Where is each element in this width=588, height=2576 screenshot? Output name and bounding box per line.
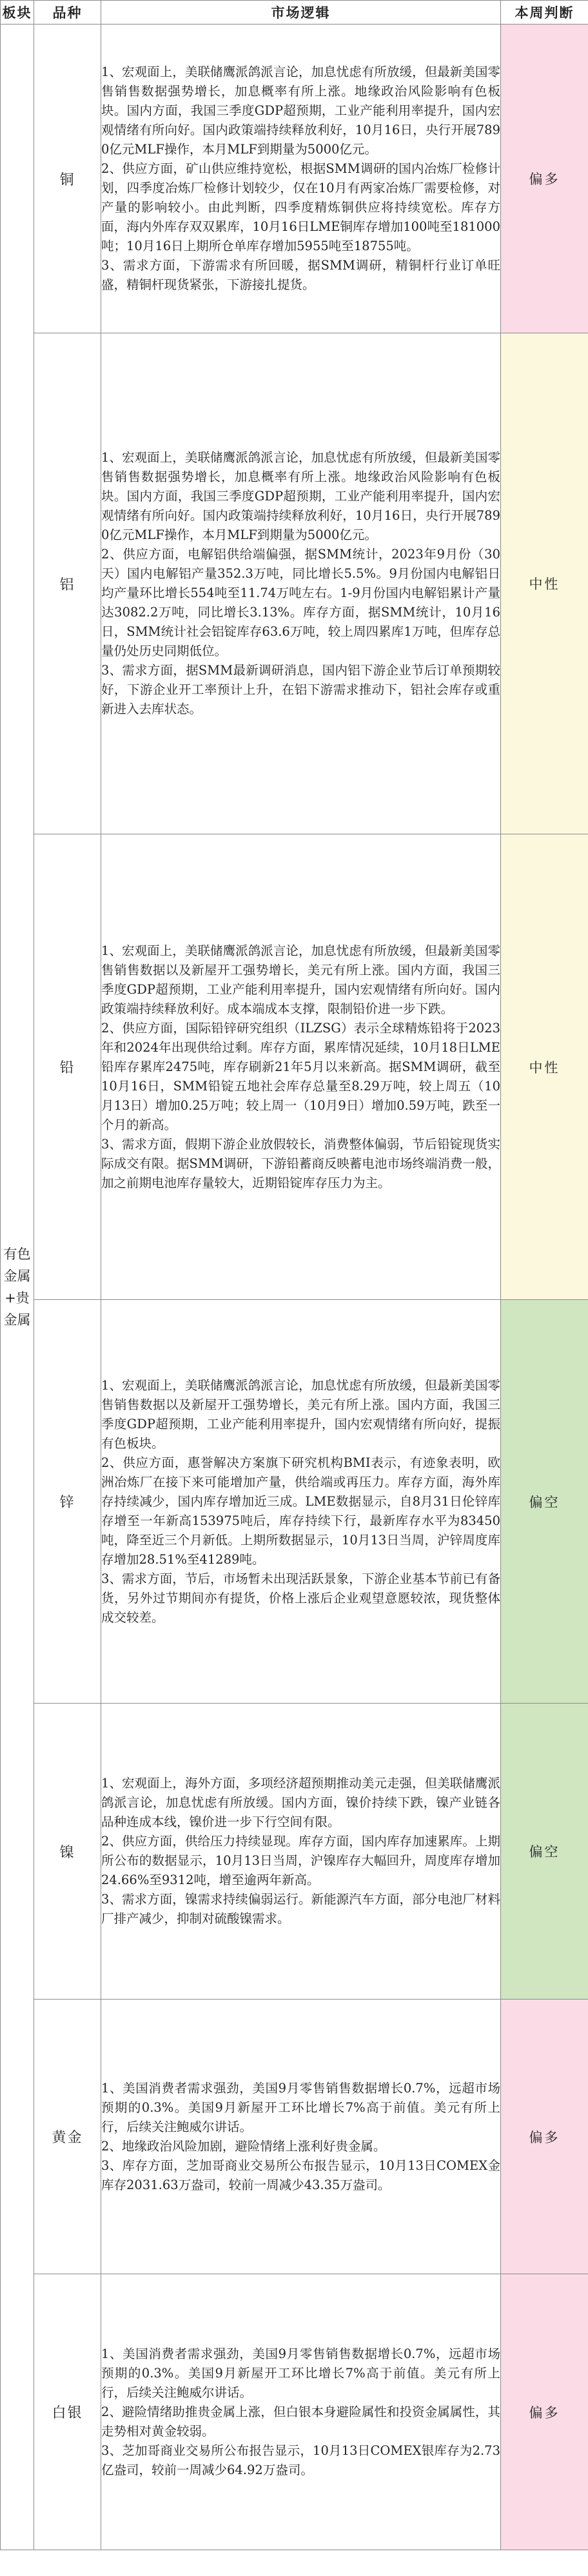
logic-cell [101,333,501,834]
logic-paragraph: 3、需求方面，节后，市场暂未出现活跃景象，下游企业基本节前已有备货，另外过节期间亦有提货，价格上涨后企业观望意愿较浓，现货整体成交较差。 [101,1571,500,1625]
table-row-lead [1,834,588,1300]
table-row-silver [1,2274,588,2550]
logic-paragraph: 3、需求方面，下游需求有所回暖，据SMM调研，精铜杆行业订单旺盛，精铜杆现货紧张，下游接扎提货。 [101,258,500,292]
variety-cell: 白银 [34,2274,101,2550]
variety-cell: 黄金 [34,2000,101,2274]
variety-cell: 铅 [34,834,101,1300]
logic-paragraph: 2、供应方面，矿山供应维持宽松，根据SMM调研的国内冶炼厂检修计划，四季度冶炼厂检修计划较少，仅在10月有两家冶炼厂需要检修，对产量的影响较小。由此判断，四季度精炼铜供应将持续宽松。库存方面，海内外库存双双累库，10月16日LME铜库存增加100吨至181000吨；10月16日上期所仓单库存增加5955吨至18755吨。 [101,161,500,253]
logic-cell [101,25,501,333]
variety-cell: 锌 [34,1300,101,1704]
judgment-cell: 中性 [501,333,588,834]
table-row-gold [1,2000,588,2274]
logic-paragraph: 1、宏观面上，美联储鹰派鸽派言论，加息忧虑有所放缓，但最新美国零售销售数据强势增长，加息概率有所上涨。地缘政治风险影响有色板块。国内方面，我国三季度GDP超预期，工业产能利用率提升，国内宏观情绪有所向好。国内政策端持续释放利好，10月16日，央行开展7890亿元MLF操作，本月MLF到期量为5000亿元。 [101,450,500,542]
table-row-zinc [1,1300,588,1704]
logic-paragraph: 2、供应方面，惠誉解决方案旗下研究机构BMI表示，有迹象表明，欧洲冶炼厂在接下来可能增加产量，供给端或再压力。库存方面，海外库存持续减少，国内库存增加近三成。LME数据显示，自8月31日伦锌库存增至一年新高153975吨后，库存持续下行，最新库存水平为83450吨，降至近三个月新低。上期所数据显示，10月13日当周，沪锌周度库存增加28.51%至41289吨。 [101,1455,500,1567]
table-row-nickel [1,1704,588,2000]
logic-cell [101,2274,501,2550]
logic-paragraph: 1、美国消费者需求强劲，美国9月零售销售数据增长0.7%，远超市场预期的0.3%。美国9月新屋开工环比增长7%高于前值。美元有所上行，后续关注鲍威尔讲话。 [101,2346,500,2400]
table-row-aluminium [1,333,588,834]
header-logic: 市场逻辑 [101,1,501,25]
variety-cell: 镍 [34,1704,101,2000]
logic-paragraph: 2、地缘政治风险加剧，避险情绪上涨利好贵金属。 [101,2138,386,2154]
judgment-cell: 中性 [501,834,588,1300]
logic-paragraph: 1、宏观面上，美联储鹰派鸽派言论，加息忧虑有所放缓，但最新美国零售销售数据以及新屋开工强势增长，美元有所上涨。国内方面，我国三季度GDP超预期，工业产能利用率提升，国内宏观情绪有所向好。国内政策端持续释放利好。成本端成本支撑，限制铅价进一步下跌。 [101,943,500,1016]
header-variety: 品种 [34,1,101,25]
header-row [1,1,588,25]
logic-paragraph: 1、美国消费者需求强劲，美国9月零售销售数据增长0.7%，远超市场预期的0.3%。美国9月新屋开工环比增长7%高于前值。美元有所上行，后续关注鲍威尔讲话。 [101,2080,500,2134]
logic-paragraph: 3、需求方面，假期下游企业放假较长，消费整体偏弱，节后铅锭现货实际成交有限。据SMM调研，下游铅蓄商反映蓄电池市场终端消费一般，加之前期电池库存量较大，近期铅锭库存压力为主。 [101,1136,500,1190]
logic-cell [101,1704,501,2000]
logic-cell [101,1300,501,1704]
table-row-copper [1,25,588,333]
logic-paragraph: 1、宏观面上，美联储鹰派鸽派言论，加息忧虑有所放缓，但最新美国零售销售数据强势增长，加息概率有所上涨。地缘政治风险影响有色板块。国内方面，我国三季度GDP超预期，工业产能利用率提升，国内宏观情绪有所向好。国内政策端持续释放利好，10月16日，央行开展7890亿元MLF操作，本月MLF到期量为5000亿元。 [101,64,500,157]
logic-paragraph: 2、避险情绪助推贵金属上涨，但白银本身避险属性和投资金属属性，其走势相对黄金较弱。 [101,2404,500,2439]
logic-paragraph: 1、宏观面上，海外方面，多项经济超预期推动美元走强，但美联储鹰派鸽派言论，加息忧虑有所放缓。国内方面，镍价持续下跌，镍产业链各品种连成本线，镍价进一步下行空间有限。 [101,1776,500,1829]
sector-cell: 有色金属+贵金属 [1,25,34,2550]
judgment-cell: 偏空 [501,1300,588,1704]
variety-cell: 铜 [34,25,101,333]
logic-paragraph: 2、供应方面，国际铅锌研究组织（ILZSG）表示全球精炼铅将于2023年和2024年出现供给过剩。库存方面，累库情况延续，10月18日LME铅库存累库2475吨，库存刷新21年5月以来新高。据SMM调研，截至10月16日，SMM铅锭五地社会库存总量至8.29万吨，较上周五（10月13日）增加0.25万吨；较上周一（10月9日）增加0.59万吨，跌至一个月的新高。 [101,1020,500,1132]
judgment-cell: 偏多 [501,2000,588,2274]
judgment-cell: 偏空 [501,1704,588,2000]
variety-cell: 铝 [34,333,101,834]
logic-paragraph: 3、芝加哥商业交易所公布报告显示，10月13日COMEX银库存为2.73亿盎司，较前一周减少64.92万盎司。 [101,2443,500,2477]
logic-paragraph: 3、需求方面，据SMM最新调研消息，国内铝下游企业节后订单预期较好，下游企业开工率预计上升，在铝下游需求推动下，铝社会库存或重新进入去库状态。 [101,663,500,716]
judgment-cell: 偏多 [501,2274,588,2550]
logic-cell [101,2000,501,2274]
logic-paragraph: 2、供应方面，电解铝供给端偏强，据SMM统计，2023年9月份（30天）国内电解铝产量352.3万吨，同比增长5.5%。9月份国内电解铝日均产量环比增长554吨至11.74万吨左右。1-9月份国内电解铝累计产量达3082.2万吨，同比增长3.13%。库存方面，据SMM统计，10月16日，SMM统计社会铝锭库存63.6万吨，较上周四累库1万吨，但库存总量仍处历史同期低位。 [101,547,500,658]
logic-paragraph: 3、库存方面，芝加哥商业交易所公布报告显示，10月13日COMEX金库存2031.63万盎司，较前一周减少43.35万盎司。 [101,2158,500,2192]
logic-paragraph: 3、需求方面，镍需求持续偏弱运行。新能源汽车方面，部分电池厂材料厂排产减少，抑制对硫酸镍需求。 [101,1892,500,1926]
judgment-cell: 偏多 [501,25,588,333]
header-sector: 板块 [1,1,34,25]
logic-paragraph: 1、宏观面上，美联储鹰派鸽派言论，加息忧虑有所放缓，但最新美国零售销售数据以及新屋开工强势增长，美元有所上涨。国内方面，我国三季度GDP超预期，工业产能利用率提升，国内宏观情绪有所向好，提振有色板块。 [101,1377,500,1451]
header-judgment: 本周判断 [501,1,588,25]
logic-paragraph: 2、供应方面，供给压力持续显现。库存方面，国内库存加速累库。上期所公布的数据显示，10月13日当周，沪镍库存大幅回升，周度库存增加24.66%至9312吨，增至逾两年新高。 [101,1834,500,1887]
logic-cell [101,834,501,1300]
